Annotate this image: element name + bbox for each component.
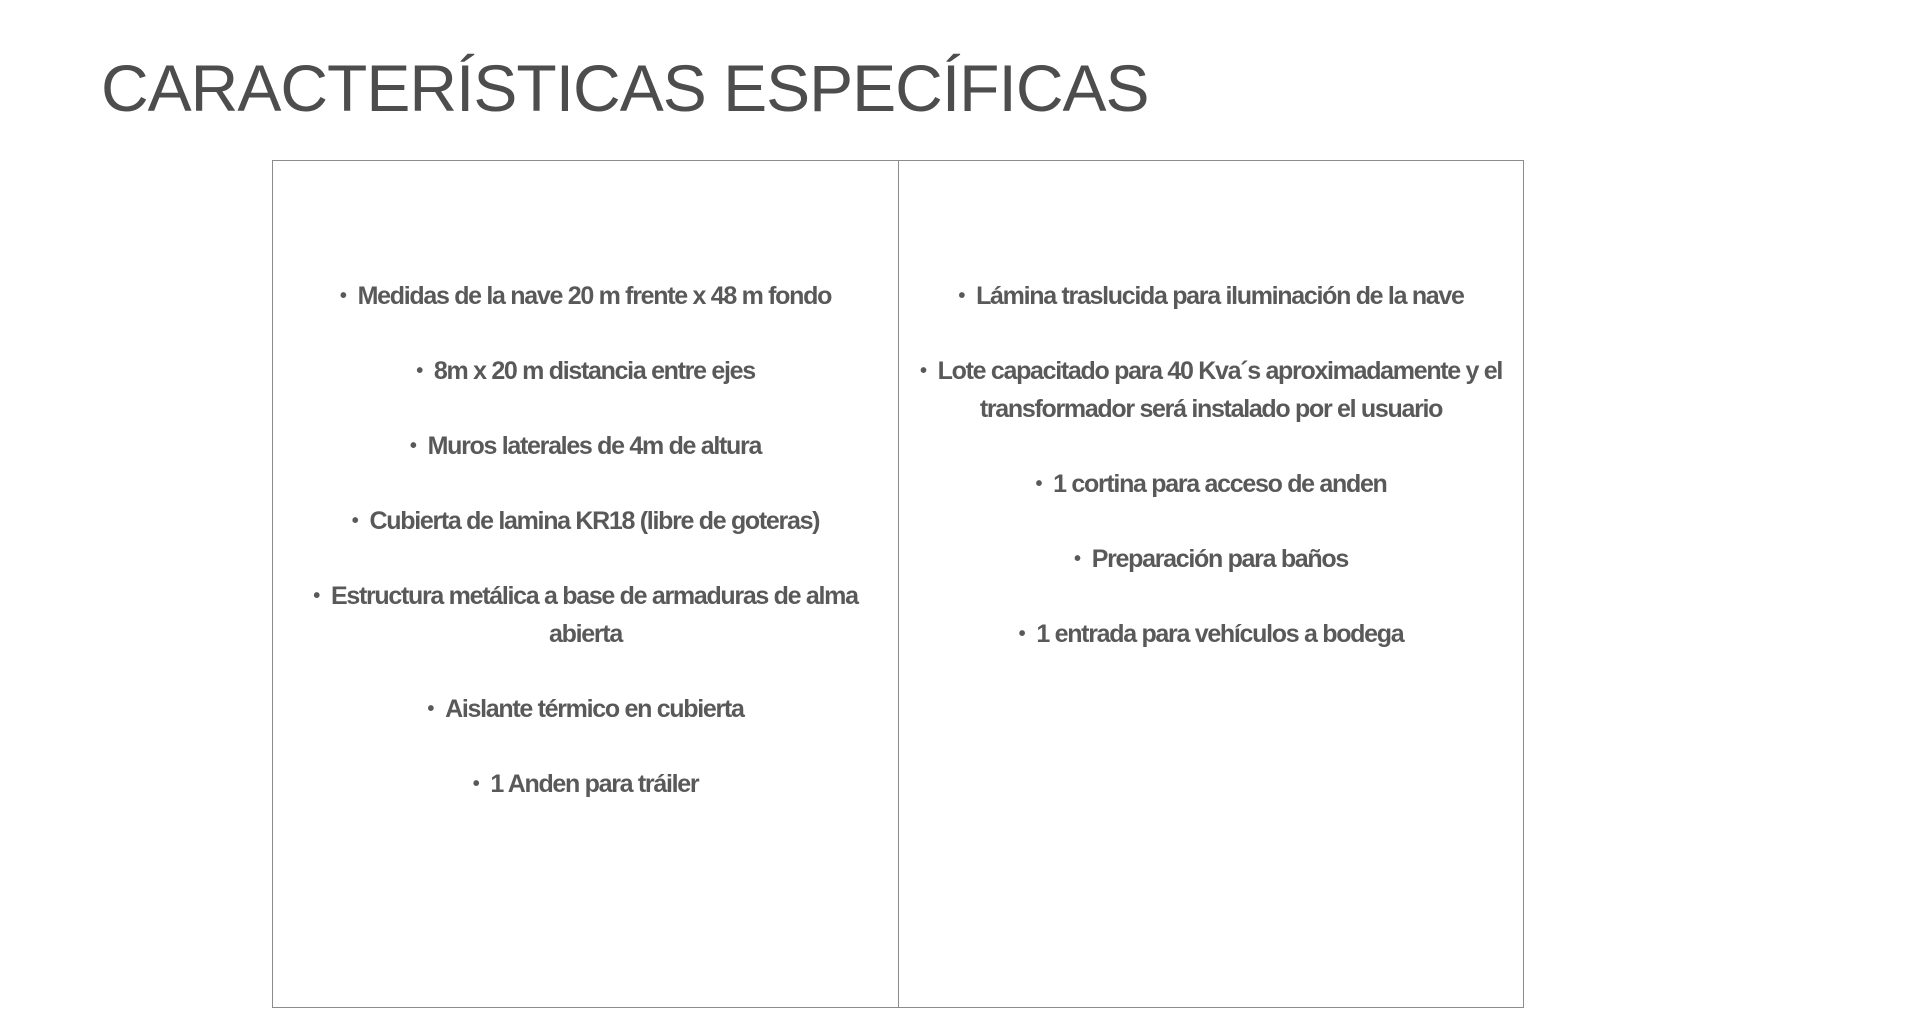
list-item [281, 502, 890, 540]
bullet-icon: • [1035, 473, 1042, 495]
list-item-text: 1 cortina para acceso de anden [1053, 470, 1387, 498]
bullet-icon: • [472, 773, 479, 795]
bullet-icon: • [313, 585, 319, 607]
bullet-icon: • [427, 698, 434, 720]
list-item-text: Lámina traslucida para iluminación de la nave [976, 282, 1464, 310]
list-item-text: 1 entrada para vehículos a bodega [1036, 620, 1404, 648]
list-item [281, 277, 890, 315]
list-item [281, 352, 890, 390]
list-item [907, 352, 1515, 428]
list-item-text: 8m x 20 m distancia entre ejes [433, 357, 755, 385]
list-item [281, 765, 890, 803]
bullet-icon: • [416, 360, 422, 382]
specifications-list-left [273, 277, 898, 803]
bullet-icon: • [339, 285, 346, 307]
specifications-column-left [273, 161, 898, 1007]
bullet-icon: • [1074, 548, 1080, 570]
bullet-icon: • [1018, 623, 1025, 645]
specifications-column-right [898, 161, 1523, 1007]
list-item-text: Muros laterales de 4m de altura [427, 432, 762, 460]
list-item-text: Cubierta de lamina KR18 (libre de goteras) [369, 507, 820, 535]
specifications-table [272, 160, 1524, 1008]
list-item [281, 690, 890, 728]
list-item-text: Aislante térmico en cubierta [445, 695, 744, 723]
list-item-text: Medidas de la nave 20 m frente x 48 m fondo [357, 282, 832, 310]
specifications-list-right [899, 277, 1523, 653]
bullet-icon: • [351, 510, 358, 532]
bullet-icon: • [409, 435, 416, 457]
list-item [281, 427, 890, 465]
bullet-icon: • [919, 360, 926, 382]
bullet-icon: • [958, 285, 965, 307]
list-item-text: 1 Anden para tráiler [490, 770, 699, 798]
list-item-text: Lote capacitado para 40 Kva´s aproximadamente y el transformador será instalado por el usuario [937, 357, 1503, 423]
list-item-text: Estructura metálica a base de armaduras de alma abierta [331, 582, 858, 648]
list-item-text: Preparación para baños [1091, 545, 1348, 573]
list-item [907, 615, 1515, 653]
list-item [281, 577, 890, 653]
page-title: CARACTERÍSTICAS ESPECÍFICAS [101, 51, 1149, 125]
list-item [907, 540, 1515, 578]
list-item [907, 277, 1515, 315]
list-item [907, 465, 1515, 503]
